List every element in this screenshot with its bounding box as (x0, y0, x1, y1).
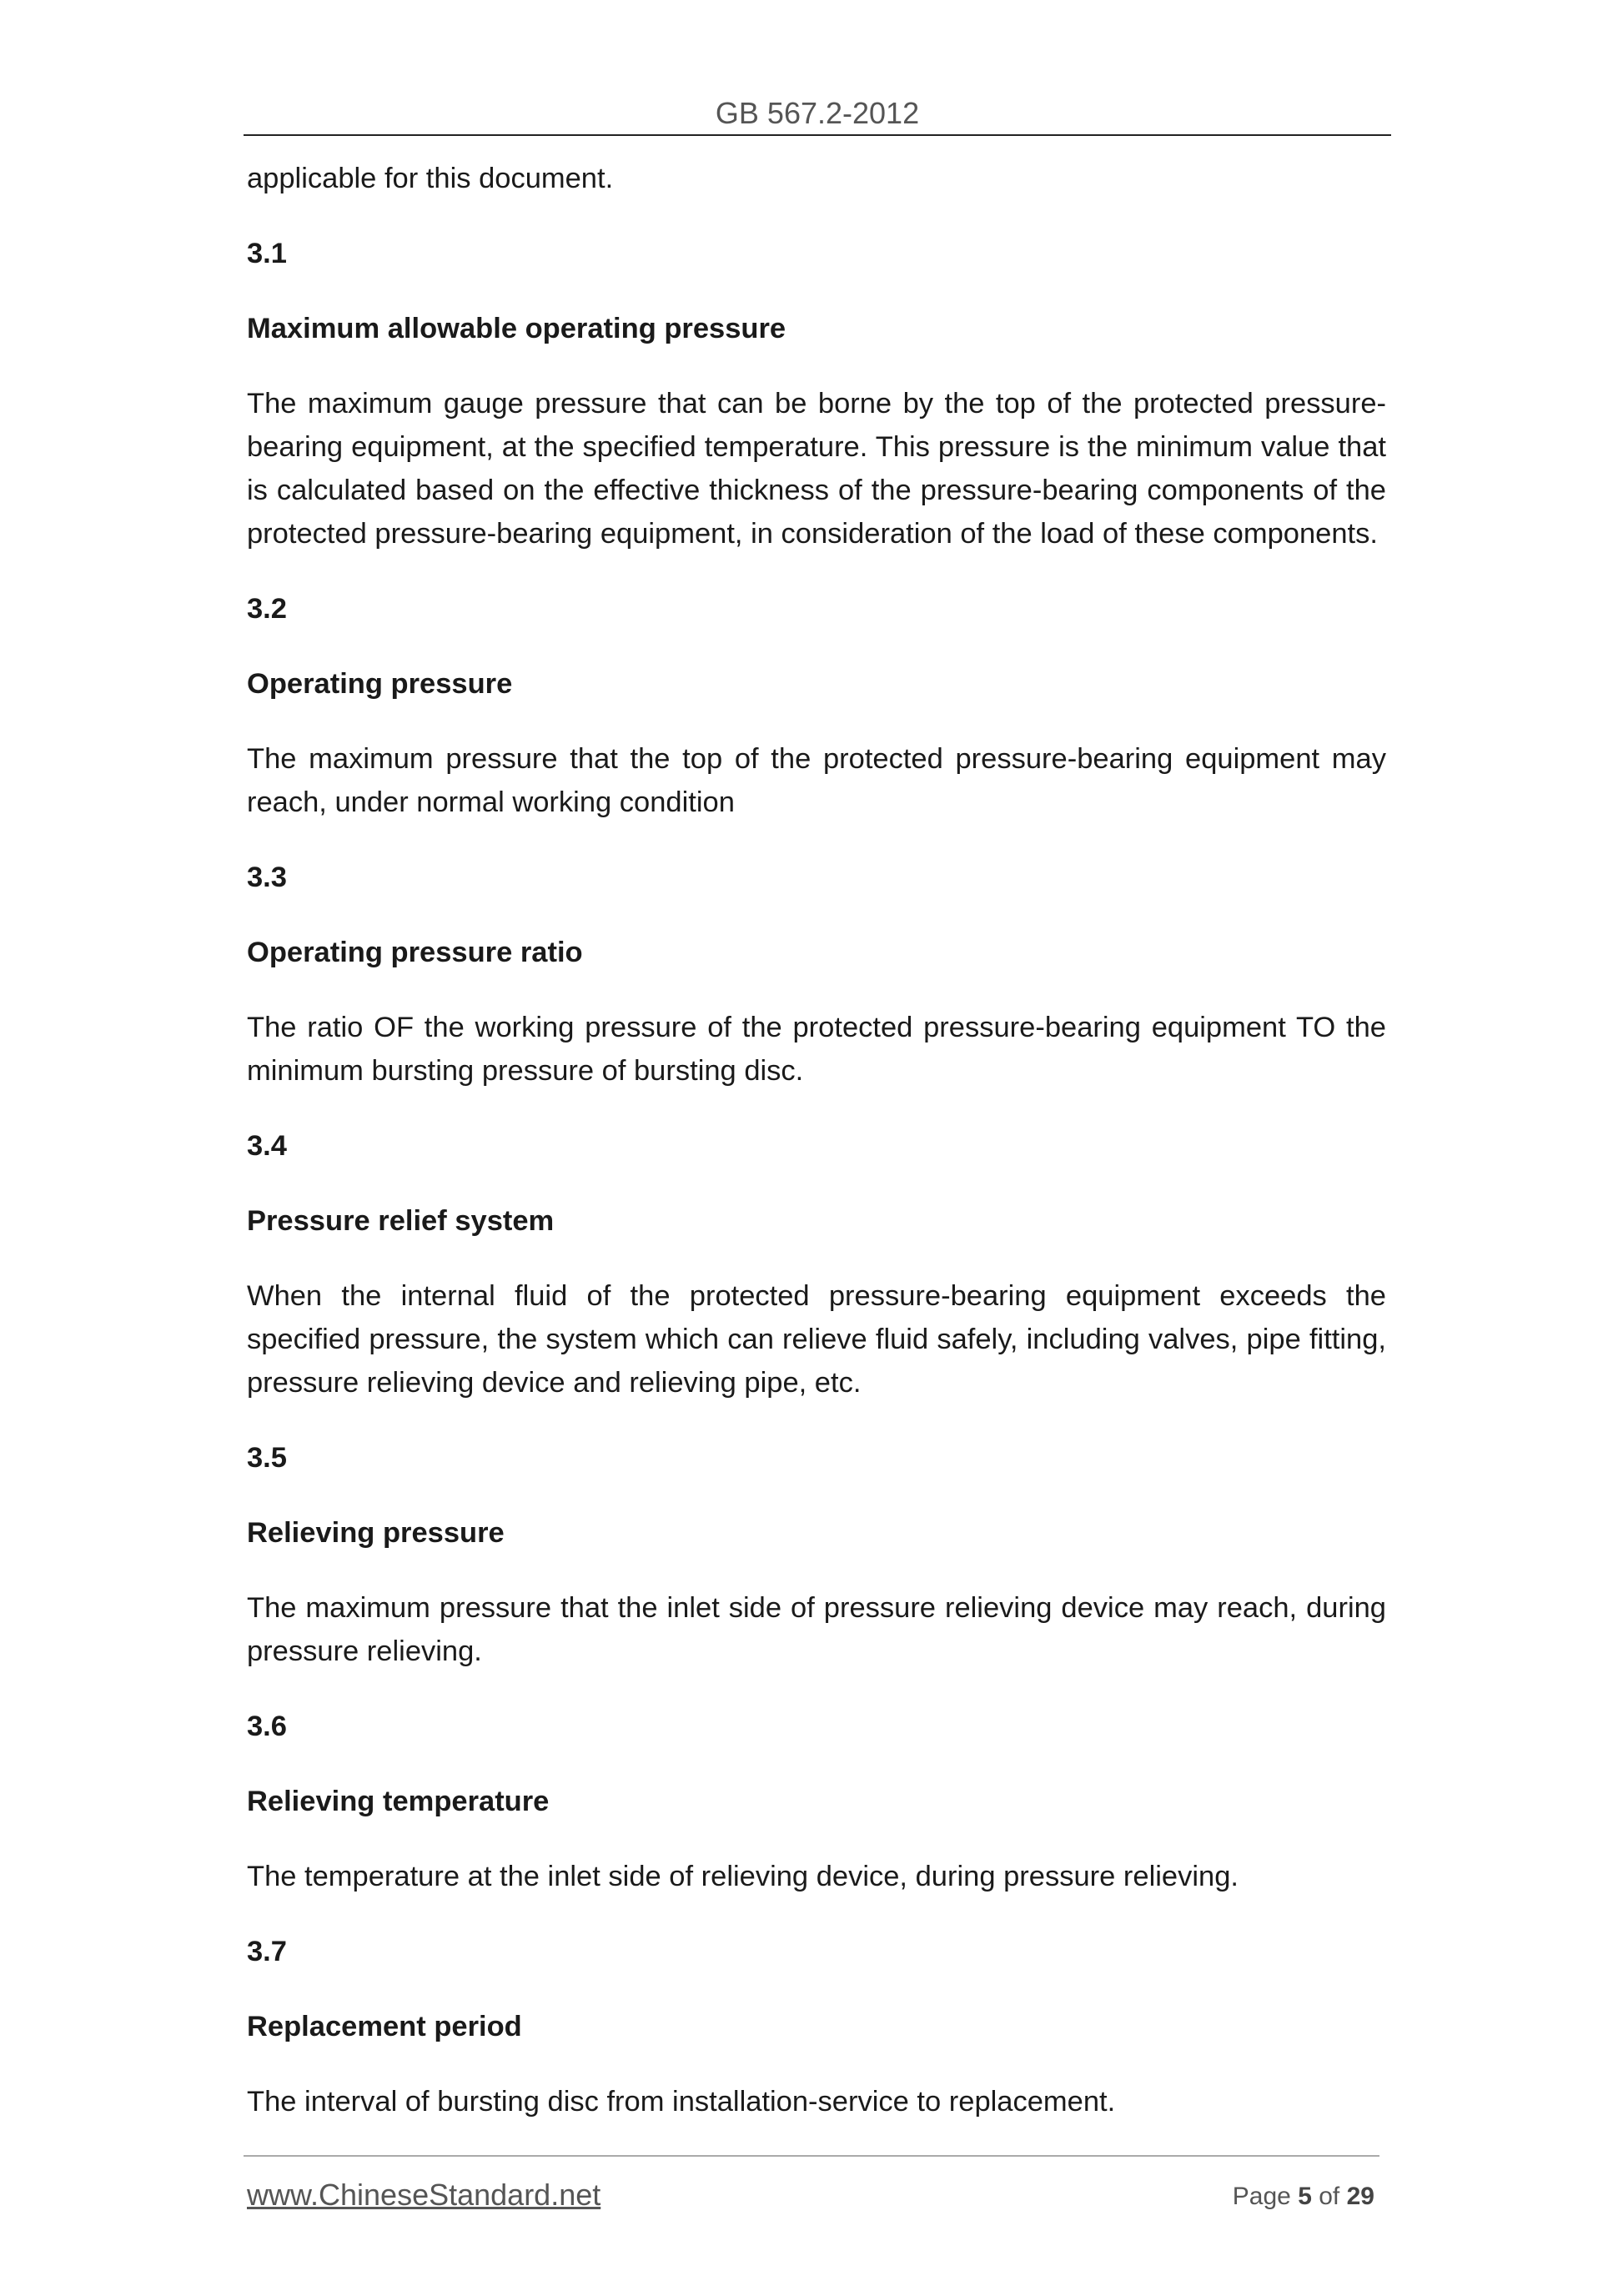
section-number: 3.5 (247, 1442, 287, 1474)
section-definition: The maximum pressure that the inlet side of pressure relieving device may reach, during pressure relieving. (247, 1592, 1386, 1667)
section-3-6 (247, 1705, 1386, 1898)
section-term: Relieving pressure (247, 1517, 505, 1549)
page-prefix: Page (1232, 2183, 1291, 2210)
header-divider (244, 134, 1391, 136)
footer-divider (244, 2155, 1379, 2157)
document-body (247, 157, 1386, 2155)
section-definition: The maximum gauge pressure that can be borne by the top of the protected pressure-bearing equipment, at the specified temperature. This pressure is the minimum value that is calculated based on the effective thickness of the pressure-bearing components of the protected pressure-bearing equipment, in consideration of the load of these components. (247, 388, 1386, 550)
section-number: 3.2 (247, 593, 287, 625)
section-definition: The temperature at the inlet side of relieving device, during pressure relieving. (247, 1861, 1239, 1892)
section-definition: When the internal fluid of the protected pressure-bearing equipment exceeds the specified pressure, the system which can relieve fluid safely, including valves, pipe fitting, pressure relieving device and relieving pipe, etc. (247, 1280, 1386, 1399)
page-of: of (1319, 2183, 1340, 2210)
page-total: 29 (1346, 2183, 1374, 2210)
section-term: Operating pressure ratio (247, 937, 583, 968)
website-link[interactable]: www.ChineseStandard.net (247, 2178, 601, 2212)
section-definition: The interval of bursting disc from installation-service to replacement. (247, 2086, 1116, 2118)
section-number: 3.1 (247, 238, 287, 269)
section-3-2 (247, 587, 1386, 824)
section-3-4 (247, 1124, 1386, 1404)
section-number: 3.7 (247, 1936, 287, 1967)
header-title: GB 567.2-2012 (715, 96, 920, 130)
section-definition: The ratio OF the working pressure of the protected pressure-bearing equipment TO the minimum bursting pressure of bursting disc. (247, 1012, 1386, 1087)
section-number: 3.6 (247, 1711, 287, 1742)
section-term: Operating pressure (247, 668, 513, 700)
section-number: 3.3 (247, 862, 287, 893)
intro-text: applicable for this document. (247, 163, 614, 194)
section-3-7 (247, 1930, 1386, 2123)
section-number: 3.4 (247, 1130, 287, 1162)
section-definition: The maximum pressure that the top of the protected pressure-bearing equipment may reach, under normal working condition (247, 743, 1386, 818)
section-term: Pressure relief system (247, 1205, 555, 1237)
section-term: Replacement period (247, 2011, 522, 2042)
page-indicator (1233, 2180, 1374, 2213)
section-3-1 (247, 232, 1386, 555)
section-3-3 (247, 856, 1386, 1093)
section-3-5 (247, 1436, 1386, 1673)
section-term: Maximum allowable operating pressure (247, 313, 786, 344)
section-term: Relieving temperature (247, 1786, 550, 1817)
page-current: 5 (1298, 2183, 1312, 2210)
